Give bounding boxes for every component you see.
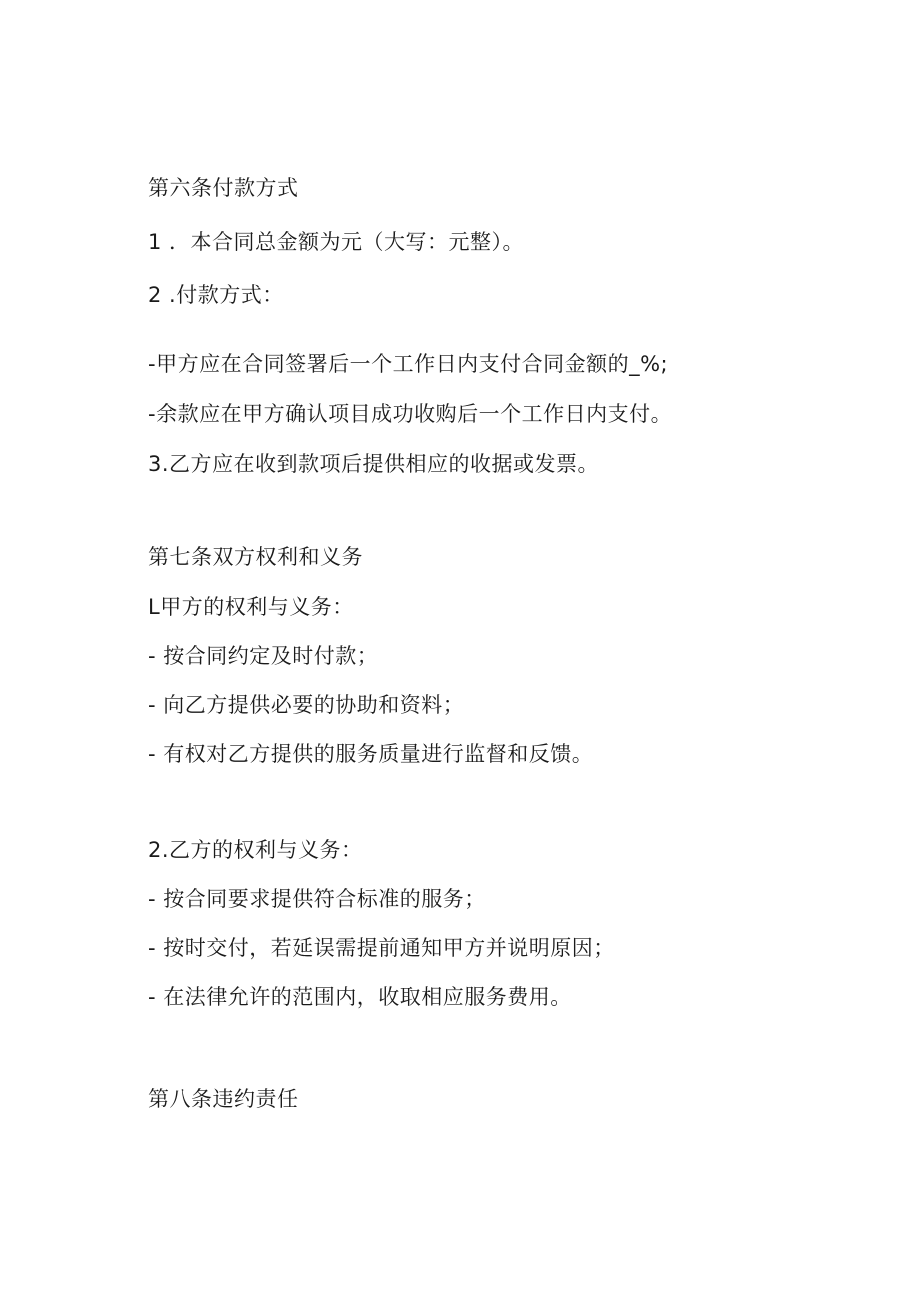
section-7-heading: 第七条双方权利和义务 (148, 545, 363, 569)
clause-6-2-item-2: -余款应在甲方确认项目成功收购后一个工作日内支付。 (148, 402, 673, 426)
clause-6-2-item-1: -甲方应在合同签署后一个工作日内支付合同金额的_%; (148, 352, 669, 376)
clause-7-1-item-3: - 有权对乙方提供的服务质量进行监督和反馈。 (148, 742, 594, 766)
section-6-heading: 第六条付款方式 (148, 176, 299, 200)
clause-7-2-item-1: - 按合同要求提供符合标准的服务； (148, 887, 486, 911)
clause-7-2: 2.乙方的权利与义务： (148, 838, 363, 862)
clause-7-1-item-1: - 按合同约定及时付款； (148, 644, 379, 668)
clause-6-3: 3.乙方应在收到款项后提供相应的收据或发票。 (148, 452, 600, 476)
clause-6-2: 2 .付款方式： (148, 283, 284, 307)
clause-7-1-item-2: - 向乙方提供必要的协助和资料； (148, 693, 465, 717)
clause-7-1: L甲方的权利与义务： (148, 595, 354, 619)
section-8-heading: 第八条违约责任 (148, 1087, 299, 1111)
clause-6-1: 1 ．本合同总金额为元（大写：元整）。 (148, 230, 525, 254)
clause-7-2-item-2: - 按时交付，若延误需提前通知甲方并说明原因； (148, 936, 615, 960)
clause-7-2-item-3: - 在法律允许的范围内，收取相应服务费用。 (148, 985, 572, 1009)
